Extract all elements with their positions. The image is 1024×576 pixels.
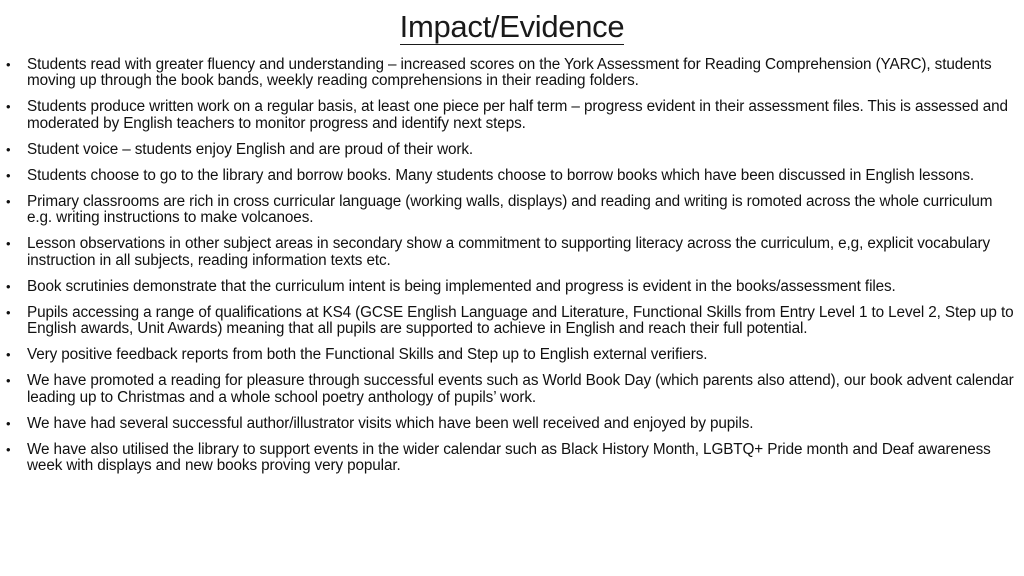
bullet-text: Lesson observations in other subject areas in secondary show a commitment to supporting literacy across the curriculum, e,g, explicit vocabulary instruction in all subjects, reading information texts etc. [27,235,991,269]
bullet-item [6,416,1020,432]
bullet-text: Students produce written work on a regular basis, at least one piece per half term – progress evident in their assessment files. This is assessed and moderated by English teachers to monitor progress and identify next steps. [27,98,1008,132]
bullet-item [6,442,1020,475]
slide-title [0,8,1024,46]
bullet-text: Book scrutinies demonstrate that the curriculum intent is being implemented and progress is evident in the books/assessment files. [27,277,896,295]
bullet-point-icon: • [6,373,11,389]
bullet-point-icon: • [6,193,11,209]
bullet-point-icon: • [6,415,11,431]
bullet-item [6,305,1020,338]
bullet-text: We have promoted a reading for pleasure through successful events such as World Book Day (which parents also attend), our book advent calendar leading up to Christmas and a whole school poetry anthology of pupils’ work. [27,372,1014,406]
bullet-item [6,99,1020,132]
bullet-text: Student voice – students enjoy English and are proud of their work. [27,140,474,158]
bullet-text: Students read with greater fluency and understanding – increased scores on the York Assessment for Reading Comprehension (YARC), students moving up through the book bands, weekly reading comprehensions in their reading folders. [27,56,992,90]
bullet-point-icon: • [6,347,11,363]
bullet-text: We have also utilised the library to support events in the wider calendar such as Black History Month, LGBTQ+ Pride month and Deaf awareness week with displays and new books proving very popular. [27,440,991,475]
bullet-point-icon: • [6,441,11,457]
slide-title-text: Impact/Evidence [399,9,625,44]
bullet-point-icon: • [6,304,11,320]
bullet-item [6,57,1020,90]
bullet-item [6,347,1020,363]
bullet-item [6,373,1020,406]
bullet-item [6,142,1020,158]
bullet-point-icon: • [6,57,11,72]
bullet-text: Very positive feedback reports from both the Functional Skills and Step up to English external verifiers. [27,346,708,364]
bullet-list [6,57,1020,484]
bullet-point-icon: • [6,236,11,252]
bullet-point-icon: • [6,141,11,157]
bullet-point-icon: • [6,278,11,294]
bullet-item [6,279,1020,295]
bullet-text: Students choose to go to the library and borrow books. Many students choose to borrow books which have been discussed in English lessons. [27,166,974,184]
bullet-text: We have had several successful author/illustrator visits which have been well received and enjoyed by pupils. [27,414,754,432]
bullet-point-icon: • [6,99,11,115]
bullet-text: Primary classrooms are rich in cross curricular language (working walls, displays) and reading and writing is romoted across the whole curriculum e.g. writing instructions to make volcanoes. [27,192,993,227]
bullet-item [6,236,1020,269]
bullet-point-icon: • [6,167,11,183]
bullet-text: Pupils accessing a range of qualifications at KS4 (GCSE English Language and Literature, Functional Skills from Entry Level 1 to Level 2, Step up to English awards, Unit Awards) meaning that all pupils are supported to achieve in English and reach their full potential. [27,303,1014,338]
bullet-item [6,194,1020,227]
bullet-item [6,168,1020,184]
